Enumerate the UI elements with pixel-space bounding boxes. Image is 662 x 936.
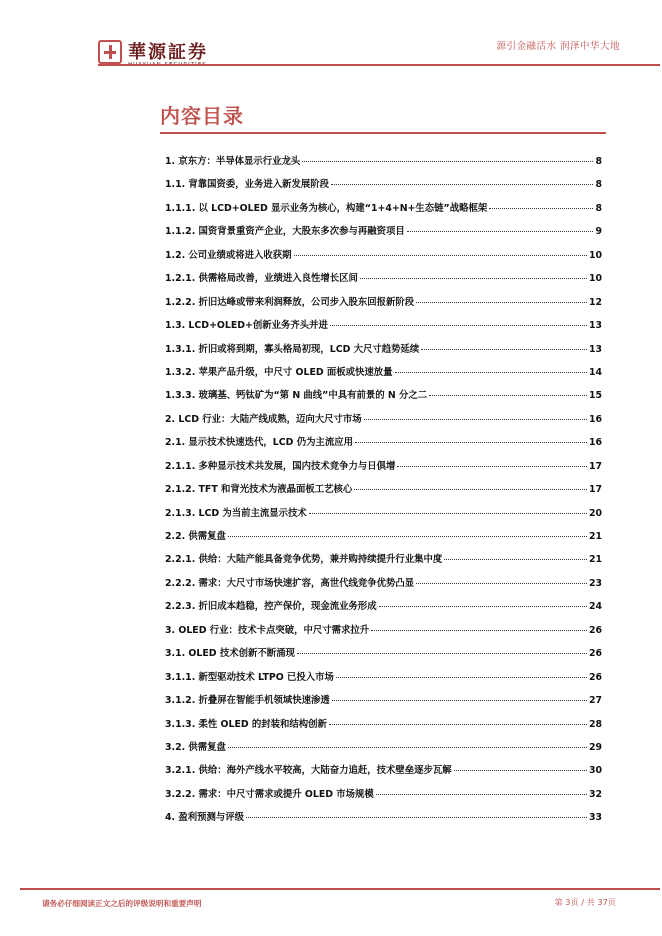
toc-entry[interactable] [165, 505, 602, 528]
toc-entry[interactable] [165, 551, 602, 574]
toc-dot-leader [489, 208, 593, 209]
toc-entry[interactable] [165, 622, 602, 645]
toc-dot-leader [329, 724, 587, 725]
page-header [0, 0, 662, 70]
toc-entry[interactable] [165, 223, 602, 246]
toc-entry-text: 1.3.1. 折旧或将到期，寡头格局初现，LCD 大尺寸趋势延续 [165, 343, 420, 355]
toc-entry[interactable] [165, 411, 602, 434]
toc-entry-page: 10 [588, 249, 602, 261]
toc-dot-leader [416, 302, 587, 303]
toc-dot-leader [429, 395, 587, 396]
huayuan-logo-icon [98, 40, 122, 64]
footer-divider [20, 888, 660, 890]
header-slogan: 源引金融活水 润泽中华大地 [496, 41, 620, 52]
toc-dot-leader [397, 466, 587, 467]
toc-entry-page: 8 [595, 156, 602, 167]
toc-entry-page: 16 [588, 437, 602, 449]
toc-entry-text: 1.3.2. 苹果产品升级，中尺寸 OLED 面板或快速放量 [165, 366, 393, 378]
toc-entry-page: 13 [588, 320, 602, 332]
toc-entry-page: 16 [588, 413, 602, 425]
toc-entry[interactable] [165, 270, 602, 293]
toc-entry-page: 15 [588, 390, 602, 402]
toc-dot-leader [421, 349, 587, 350]
toc-entry-page: 17 [588, 460, 602, 472]
toc-entry[interactable] [165, 598, 602, 621]
toc-entry-text: 3.2.1. 供给：海外产线水平较高，大陆奋力追赶，技术壁垒逐步瓦解 [165, 765, 452, 777]
toc-entry[interactable] [165, 575, 602, 598]
toc-dot-leader [228, 536, 587, 537]
toc-title: 内容目录 [160, 104, 244, 128]
toc-entry-page: 21 [588, 531, 602, 542]
toc-entry[interactable] [165, 762, 602, 785]
toc-entry-page: 30 [588, 765, 602, 777]
toc-entry-page: 24 [588, 601, 602, 613]
toc-entry-text: 2.2. 供需复盘 [165, 531, 226, 542]
toc-entry-page: 13 [588, 343, 602, 355]
toc-dot-leader [297, 653, 587, 654]
toc-dot-leader [246, 817, 587, 818]
toc-entry-page: 27 [588, 695, 602, 707]
toc-entry-page: 29 [588, 741, 602, 753]
toc-entry-text: 3.1. OLED 技术创新不断涌现 [165, 648, 295, 660]
toc-entry-page: 14 [588, 366, 602, 378]
toc-entry[interactable] [165, 294, 602, 317]
footer-disclaimer: 请务必仔细阅读正文之后的评级说明和重要声明 [42, 899, 202, 908]
toc-entry-page: 9 [595, 226, 602, 238]
toc-entry[interactable] [165, 739, 602, 762]
toc-entry[interactable] [165, 692, 602, 715]
toc-entry-text: 3.1.2. 折叠屏在智能手机领域快速渗透 [165, 695, 330, 707]
toc-entry-page: 17 [588, 484, 602, 496]
toc-entry-text: 1.2. 公司业绩或将进入收获期 [165, 249, 292, 261]
toc-dot-leader [302, 161, 593, 162]
toc-dot-leader [376, 794, 587, 795]
toc-entry-text: 1.1.1. 以 LCD+OLED 显示业务为核心，构建“1+4+N+生态链”战略框架 [165, 202, 488, 214]
toc-entry[interactable] [165, 200, 602, 223]
toc-entry-text: 3.2. 供需复盘 [165, 741, 226, 753]
toc-entry-page: 26 [588, 648, 602, 660]
toc-entry[interactable] [165, 434, 602, 457]
toc-dot-leader [330, 325, 587, 326]
toc-dot-leader [294, 255, 587, 256]
toc-entry[interactable] [165, 364, 602, 387]
toc-entry-text: 1.1.2. 国资背景重资产企业，大股东多次参与再融资项目 [165, 226, 405, 238]
table-of-contents [165, 153, 602, 833]
company-name: 華源証券 [128, 42, 208, 63]
header-divider [98, 64, 660, 66]
toc-entry-page: 20 [588, 507, 602, 519]
toc-entry[interactable] [165, 458, 602, 481]
toc-entry-text: 2.1.3. LCD 为当前主流显示技术 [165, 507, 307, 519]
toc-entry-page: 8 [595, 179, 602, 191]
page-number: 第 3页 / 共 37页 [554, 897, 616, 907]
toc-dot-leader [407, 231, 594, 232]
toc-entry-text: 1. 京东方：半导体显示行业龙头 [165, 156, 301, 167]
toc-entry[interactable] [165, 809, 602, 832]
toc-entry-text: 1.3. LCD+OLED+创新业务齐头并进 [165, 320, 328, 332]
toc-dot-leader [444, 559, 587, 560]
toc-dot-leader [228, 747, 587, 748]
toc-entry-text: 2. LCD 行业：大陆产线成熟，迈向大尺寸市场 [165, 413, 362, 425]
toc-entry-text: 4. 盈利预测与评级 [165, 812, 244, 824]
toc-entry-page: 12 [588, 296, 602, 308]
toc-entry-text: 3.1.1. 新型驱动技术 LTPO 已投入市场 [165, 671, 334, 683]
toc-entry-page: 10 [588, 273, 602, 285]
toc-dot-leader [332, 700, 587, 701]
toc-entry[interactable] [165, 481, 602, 504]
toc-entry-text: 1.2.1. 供需格局改善，业绩进入良性增长区间 [165, 273, 358, 285]
toc-entry-text: 3. OLED 行业：技术卡点突破，中尺寸需求拉升 [165, 624, 370, 636]
toc-dot-leader [336, 677, 587, 678]
toc-entry-text: 1.3.3. 玻璃基、钙钛矿为“第 N 曲线”中具有前景的 N 分之二 [165, 390, 428, 402]
toc-dot-leader [416, 583, 587, 584]
toc-entry[interactable] [165, 528, 602, 551]
toc-entry-text: 2.2.1. 供给：大陆产能具备竞争优势，兼并购持续提升行业集中度 [165, 554, 443, 566]
toc-entry-page: 33 [588, 812, 602, 824]
toc-entry[interactable] [165, 153, 602, 176]
toc-dot-leader [379, 606, 587, 607]
toc-entry-page: 26 [588, 624, 602, 636]
toc-entry-page: 28 [588, 718, 602, 730]
toc-entry-text: 1.1. 背靠国资委，业务进入新发展阶段 [165, 179, 330, 191]
toc-entry-text: 1.2.2. 折旧达峰或带来利润释放，公司步入股东回报新阶段 [165, 296, 415, 308]
toc-entry-page: 26 [588, 671, 602, 683]
toc-entry[interactable] [165, 341, 602, 364]
toc-entry[interactable] [165, 247, 602, 270]
toc-entry[interactable] [165, 176, 602, 199]
toc-dot-leader [354, 489, 587, 490]
toc-dot-leader [454, 770, 587, 771]
toc-entry[interactable] [165, 645, 602, 668]
toc-entry[interactable] [165, 786, 602, 809]
toc-entry[interactable] [165, 716, 602, 739]
title-divider [160, 132, 606, 134]
toc-entry-text: 3.2.2. 需求：中尺寸需求或提升 OLED 市场规模 [165, 788, 374, 800]
toc-entry[interactable] [165, 317, 602, 340]
toc-dot-leader [371, 630, 587, 631]
toc-entry-page: 21 [588, 554, 602, 566]
toc-entry[interactable] [165, 387, 602, 410]
toc-dot-leader [355, 442, 587, 443]
toc-dot-leader [395, 372, 587, 373]
toc-entry[interactable] [165, 669, 602, 692]
toc-dot-leader [331, 184, 593, 185]
toc-entry-page: 23 [588, 577, 602, 589]
toc-dot-leader [364, 419, 587, 420]
toc-dot-leader [360, 278, 587, 279]
toc-dot-leader [309, 513, 587, 514]
toc-entry-page: 32 [588, 788, 602, 800]
toc-entry-text: 2.2.2. 需求：大尺寸市场快速扩容，高世代线竞争优势凸显 [165, 577, 415, 589]
toc-entry-text: 3.1.3. 柔性 OLED 的封装和结构创新 [165, 718, 327, 730]
toc-entry-text: 2.1.1. 多种显示技术共发展，国内技术竞争力与日俱增 [165, 460, 396, 472]
toc-entry-text: 2.2.3. 折旧成本趋稳，控产保价，现金流业务形成 [165, 601, 377, 613]
toc-entry-page: 8 [595, 202, 602, 214]
toc-entry-text: 2.1.2. TFT 和背光技术为液晶面板工艺核心 [165, 484, 353, 496]
toc-entry-text: 2.1. 显示技术快速迭代，LCD 仍为主流应用 [165, 437, 353, 449]
